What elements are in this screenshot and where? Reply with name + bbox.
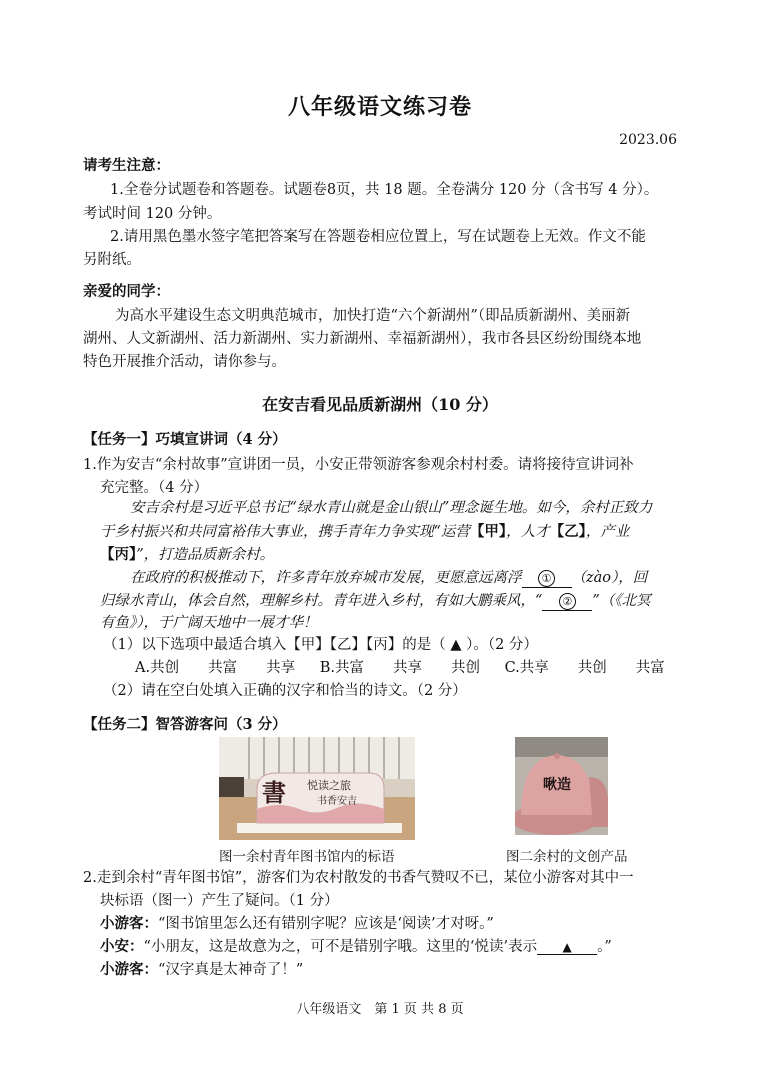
speech-p2-line1: 在政府的积极推动下，许多青年放弃城市发展，更愿意远离浮 ① （zào），回	[130, 570, 648, 586]
page-title: 八年级语文练习卷	[287, 94, 472, 120]
section-title: 在安吉看见品质新湖州（10 分）	[262, 395, 498, 414]
intro-line-3: 特色开展推介活动，请你参与。	[83, 354, 286, 370]
speech-p1-line3: 【丙】”，打造品质新余村。	[100, 546, 275, 563]
exam-date: 2023.06	[619, 132, 677, 148]
mark-yi: 【乙】	[549, 523, 586, 540]
notice-heading: 请考生注意：	[83, 157, 170, 174]
blank-2[interactable]: ②	[542, 593, 592, 611]
question-2-cont: 块标语（图一）产生了疑问。（1 分）	[100, 893, 339, 909]
blank-1[interactable]: ①	[522, 570, 572, 588]
question-1: 1.作为安吉“余村故事”宣讲团一员，小安正带领游客参观余村村委。请将接待宣讲词补	[83, 457, 634, 473]
figure-2-photo	[515, 737, 608, 835]
notice-item-1-cont: 考试时间 120 分钟。	[83, 206, 222, 222]
task1-heading: 【任务一】巧填宣讲词（4 分）	[83, 431, 287, 448]
options-row	[135, 656, 731, 677]
dialogue-3: 小游客：“汉字真是太神奇了！”	[100, 961, 304, 978]
intro-heading: 亲爱的同学：	[83, 283, 170, 300]
question-1-cont: 充完整。（4 分）	[100, 480, 209, 496]
dialogue-1: 小游客：“图书馆里怎么还有错别字呢？应该是‘阅读’才对呀。”	[100, 915, 494, 932]
sign-big-char: 書	[262, 778, 286, 807]
sub-question-2: （2）请在空白处填入正确的汉字和恰当的诗文。（2 分）	[103, 683, 467, 699]
answer-blank[interactable]: ▲	[537, 940, 597, 955]
option-b: B.共富 共享 共创	[319, 660, 480, 676]
speech-p1-line2: 于乡村振兴和共同富裕伟大事业，携手青年力争实现“运营【甲】，人才【乙】，产业	[100, 523, 630, 540]
mark-jia: 【甲】	[469, 523, 507, 540]
speech-p2-line2: 归绿水青山，体会自然，理解乡村。青年进入乡村，有如大鹏乘风，“ ② ”（《北冥	[100, 593, 651, 609]
library-sign-image	[219, 737, 415, 840]
cap-text: 啾造	[543, 777, 571, 793]
notice-item-1: 1.全卷分试题卷和答题卷。试题卷8页，共 18 题。全卷满分 120 分（含书写 4 分）。	[110, 182, 659, 198]
intro-line-2: 湖州、人文新湖州、活力新湖州、实力新湖州、幸福新湖州），我市各县区纷纷围绕本地	[83, 331, 642, 347]
page-footer: 八年级语文 第 1 页 共 8 页	[296, 1002, 464, 1017]
dialogue-2: 小安：“小朋友，这是故意为之，可不是错别字哦。这里的‘悦读’表示 ▲ 。”	[100, 938, 612, 955]
figure-1-caption: 图一余村青年图书馆内的标语	[219, 849, 395, 865]
task2-heading: 【任务二】智答游客问（3 分）	[83, 716, 287, 733]
speech-p2-line3: 有鱼》），于广阔天地中一展才华！	[100, 615, 318, 631]
option-c: C.共享 共创 共富	[504, 660, 665, 676]
sign-line-1: 悦读之旅	[307, 779, 351, 792]
figure-1-photo	[219, 737, 415, 840]
figure-2-caption: 图二余村的文创产品	[506, 849, 628, 865]
notice-item-2-cont: 另附纸。	[83, 252, 141, 268]
cap-image	[515, 737, 608, 835]
sub-question-1: （1）以下选项中最适合填入【甲】【乙】【丙】的是（ ▲ ）。（2 分）	[103, 637, 538, 653]
speech-p1-line1: 安吉余村是习近平总书记“绿水青山就是金山银山”理念诞生地。如今，余村正致力	[130, 500, 653, 516]
intro-line-1: 为高水平建设生态文明典范城市，加快打造“六个新湖州”（即品质新湖州、美丽新	[115, 308, 631, 324]
mark-bing: 【丙】	[100, 546, 137, 563]
notice-item-2: 2.请用黑色墨水签字笔把答案写在答题卷相应位置上，写在试题卷上无效。作文不能	[110, 229, 646, 245]
question-2: 2.走到余村“青年图书馆”，游客们为农村散发的书香气赞叹不已，某位小游客对其中一	[83, 870, 634, 886]
option-a: A.共创 共富 共享	[135, 660, 296, 676]
sign-line-2: 书香安吉	[317, 796, 357, 807]
